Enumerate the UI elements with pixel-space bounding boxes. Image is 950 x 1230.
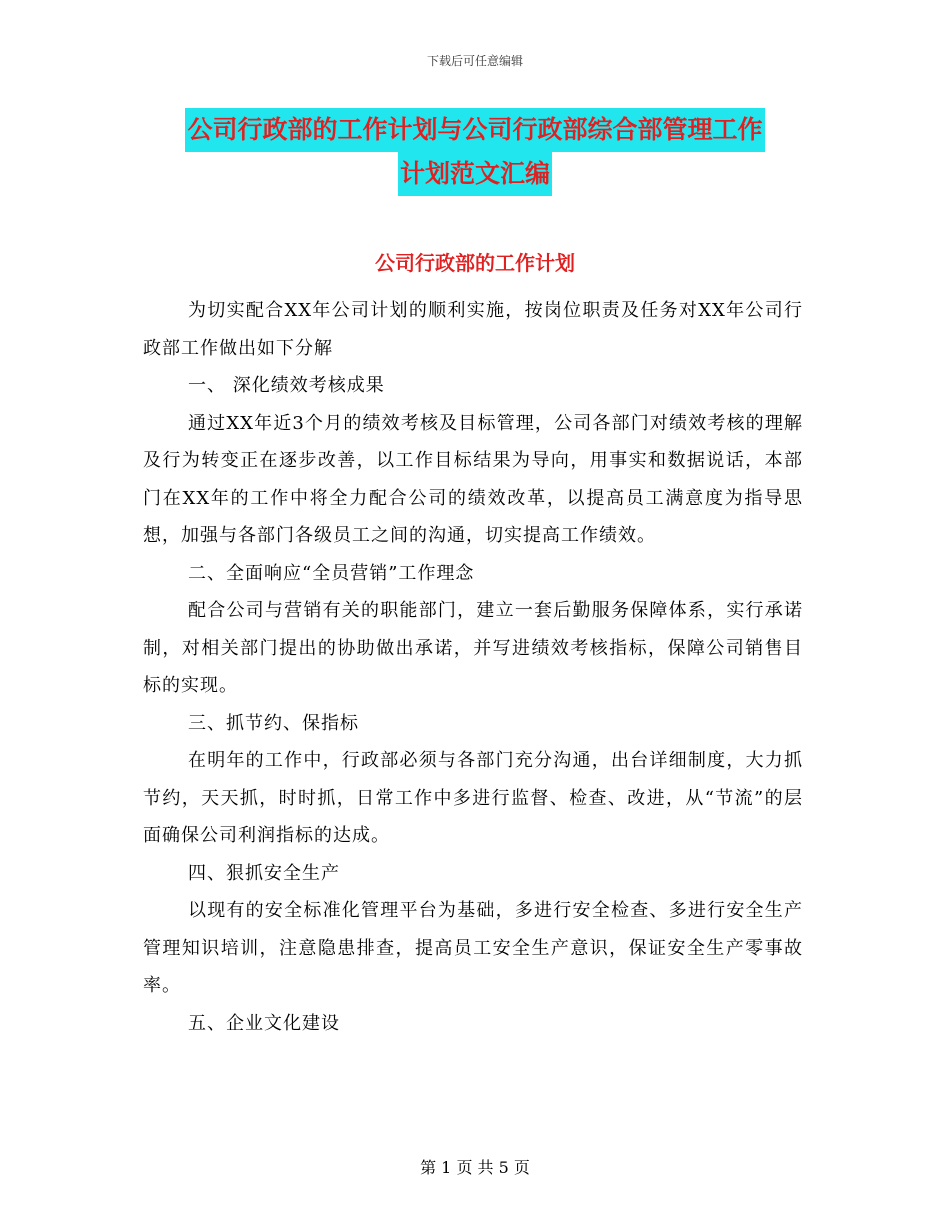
document-title [0,108,950,196]
heading-marketing: 二、全面响应“全员营销”工作理念 [188,562,475,584]
paragraph-marketing: 配合公司与营销有关的职能部门，建立一套后勤服务保障体系，实行承诺制，对相关部门提出的协助做出承诺，并写进绩效考核指标，保障公司销售目标的实现。 [143,600,803,696]
paragraph-intro: 为切实配合XX年公司计划的顺利实施，按岗位职责及任务对XX年公司行政部工作做出如下分解 [143,300,803,359]
document-body [143,292,803,1042]
heading-performance: 一、 深化绩效考核成果 [188,375,385,396]
heading-culture: 五、企业文化建设 [188,1012,340,1034]
heading-safety: 四、狠抓安全生产 [188,862,340,884]
document-title-line-2: 计划范文汇编 [398,152,552,196]
page-footer: 第 1 页 共 5 页 [420,1158,530,1177]
section-title: 公司行政部的工作计划 [375,251,575,275]
paragraph-performance: 通过XX年近3个月的绩效考核及目标管理，公司各部门对绩效考核的理解及行为转变正在逐步改善，以工作目标结果为导向，用事实和数据说话，本部门在XX年的工作中将全力配合公司的绩效改革，以提高员工满意度为指导思想，加强与各部门各级员工之间的沟通，切实提高工作绩效。 [143,412,803,546]
document-title-line-1: 公司行政部的工作计划与公司行政部综合部管理工作 [185,108,764,152]
heading-savings: 三、抓节约、保指标 [188,712,359,734]
paragraph-safety: 以现有的安全标准化管理平台为基础，多进行安全检查、多进行安全生产管理知识培训，注意隐患排查，提高员工安全生产意识，保证安全生产零事故率。 [143,900,803,996]
paragraph-savings: 在明年的工作中，行政部必须与各部门充分沟通，出台详细制度，大力抓节约，天天抓，时时抓，日常工作中多进行监督、检查、改进，从“节流”的层面确保公司利润指标的达成。 [143,750,803,846]
header-note: 下载后可任意编辑 [426,54,523,68]
